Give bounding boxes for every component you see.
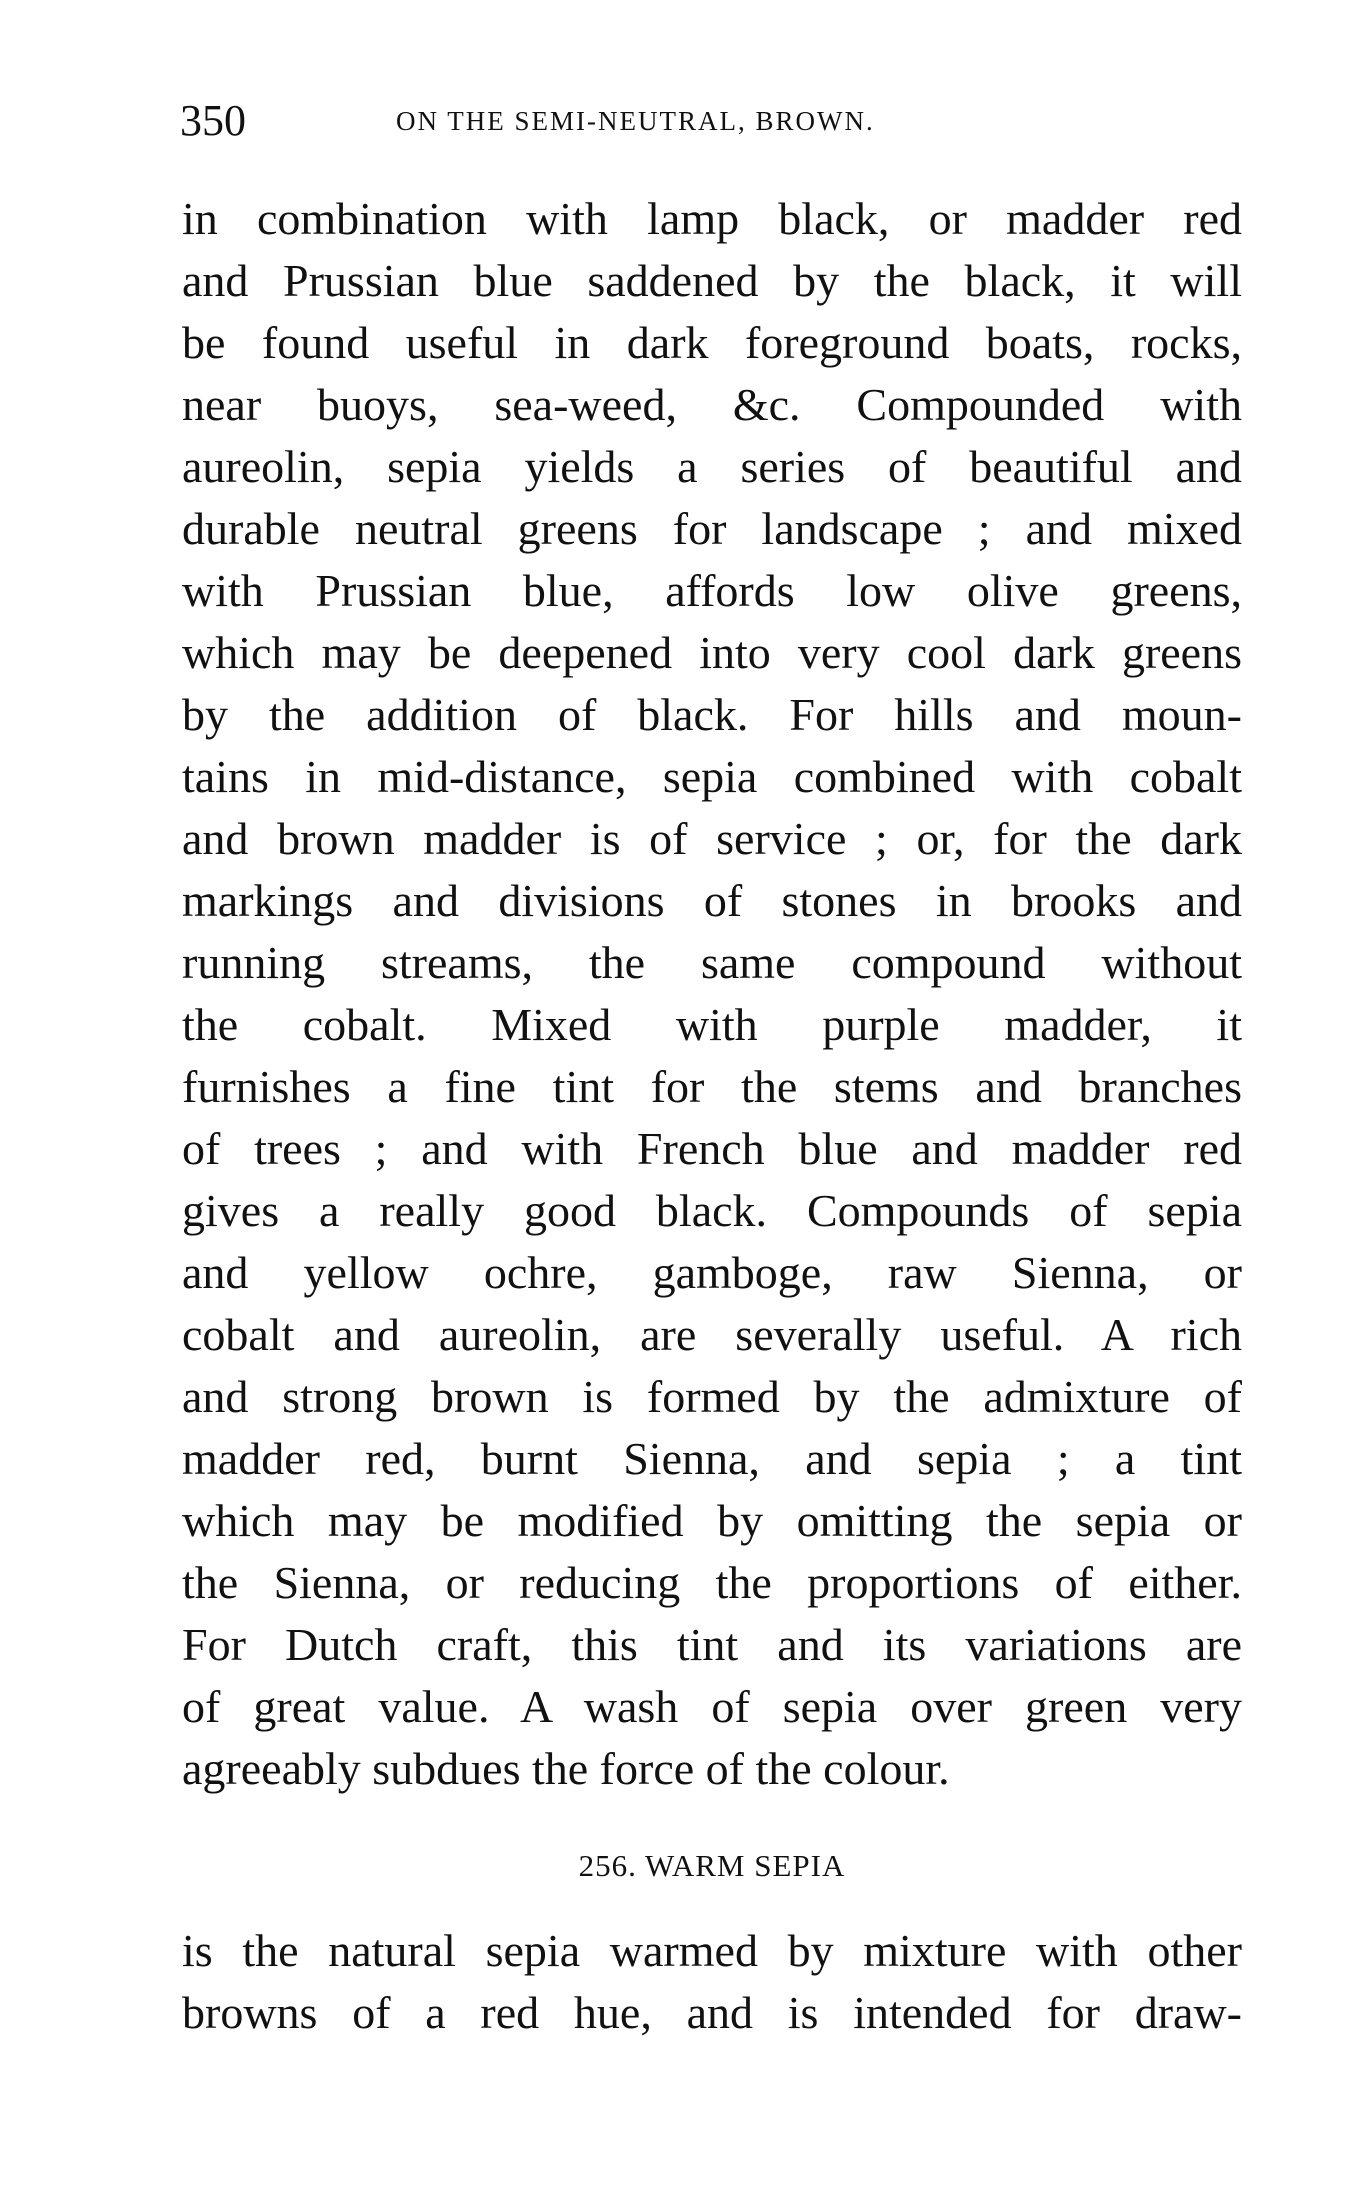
text-line: aureolin, sepia yields a series of beautiful and [182,441,1242,492]
text-line: browns of a red hue, and is intended for draw- [182,1987,1242,2038]
text-line: furnishes a fine tint for the stems and branches [182,1061,1242,1112]
text-line: markings and divisions of stones in brooks and [182,875,1242,926]
text-line: of great value. A wash of sepia over green very [182,1681,1242,1732]
text-line: madder red, burnt Sienna, and sepia ; a tint [182,1433,1242,1484]
text-line: and brown madder is of service ; or, for the dark [182,813,1242,864]
text-line: and yellow ochre, gamboge, raw Sienna, or [182,1247,1242,1298]
paragraph-2 [182,1920,1242,2044]
text-line: with Prussian blue, affords low olive greens, [182,565,1242,616]
text-line: by the addition of black. For hills and moun- [182,689,1242,740]
running-title: ON THE SEMI-NEUTRAL, BROWN. [396,106,875,136]
running-head [180,96,1020,146]
paragraph-1 [182,188,1242,1800]
text-line: of trees ; and with French blue and madder red [182,1123,1242,1174]
text-line: and Prussian blue saddened by the black, it will [182,255,1242,306]
text-line: running streams, the same compound without [182,937,1242,988]
text-line: agreeably subdues the force of the colour. [182,1743,950,1794]
text-line: in combination with lamp black, or madder red [182,193,1242,244]
text-line: cobalt and aureolin, are severally useful. A rich [182,1309,1242,1360]
text-line: gives a really good black. Compounds of sepia [182,1185,1242,1236]
section-heading: 256. WARM SEPIA [578,1848,846,1883]
page-number: 350 [180,96,246,145]
text-line: which may be modified by omitting the sepia or [182,1495,1242,1546]
text-line: near buoys, sea-weed, &c. Compounded with [182,379,1242,430]
text-line: tains in mid-distance, sepia combined with cobalt [182,751,1242,802]
text-line: is the natural sepia warmed by mixture with other [182,1925,1242,1976]
text-line: which may be deepened into very cool dark greens [182,627,1242,678]
text-line: and strong brown is formed by the admixture of [182,1371,1242,1422]
text-line: the Sienna, or reducing the proportions of either. [182,1557,1242,1608]
text-line: For Dutch craft, this tint and its variations are [182,1619,1242,1670]
text-line: the cobalt. Mixed with purple madder, it [182,999,1242,1050]
text-line: be found useful in dark foreground boats, rocks, [182,317,1242,368]
text-line: durable neutral greens for landscape ; and mixed [182,503,1242,554]
